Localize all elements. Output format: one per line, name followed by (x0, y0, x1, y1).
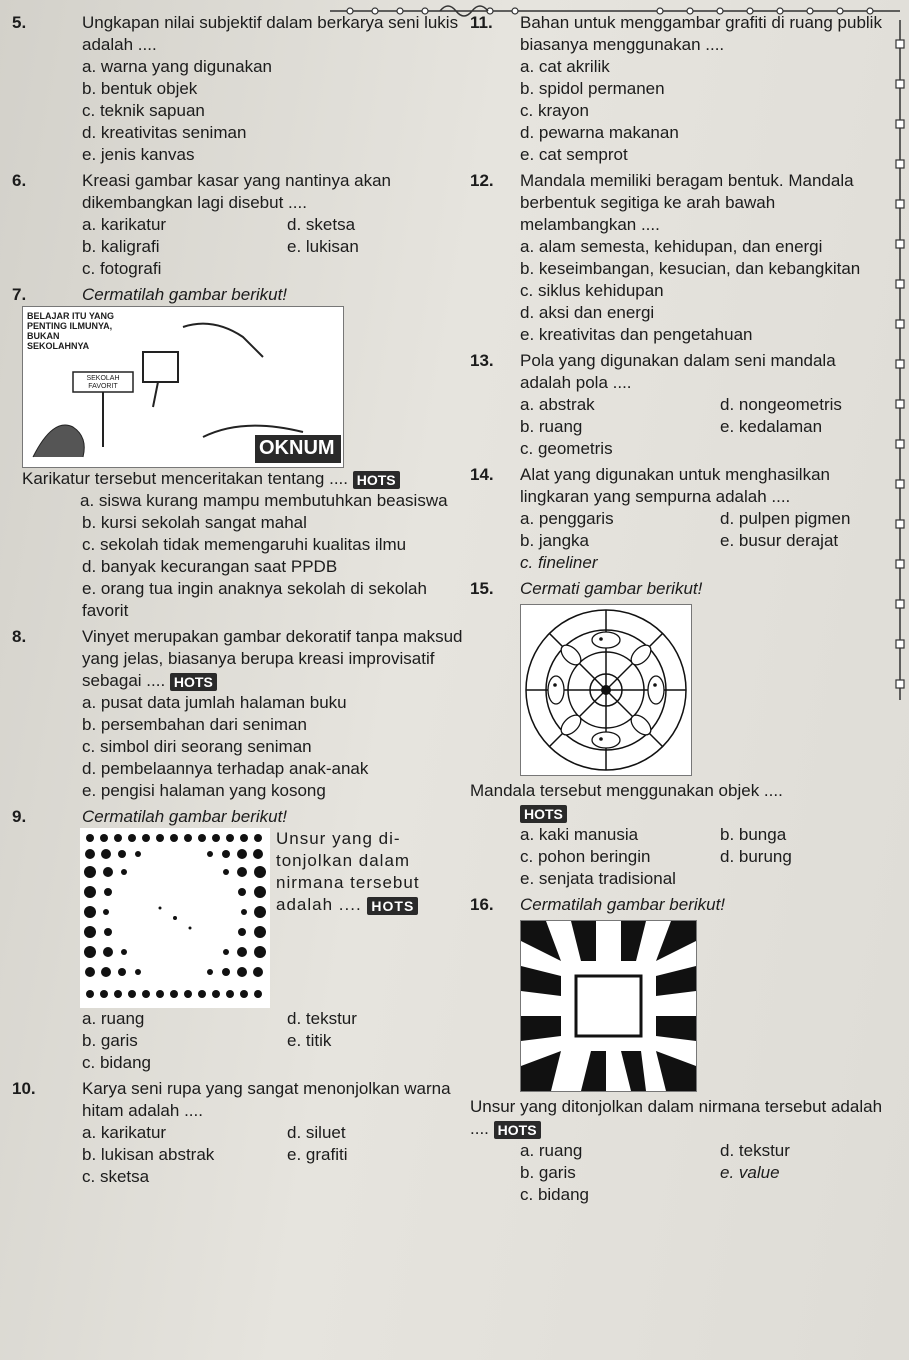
cartoon-oknum-label: OKNUM (259, 437, 335, 459)
option-e[interactable]: e. kreativitas dan pengetahuan (520, 325, 753, 344)
question-12 (470, 170, 890, 346)
hots-badge: HOTS (170, 673, 217, 691)
option-a[interactable]: a. karikatur (82, 1123, 167, 1142)
option-e[interactable]: e. cat semprot (520, 145, 628, 164)
hots-badge: HOTS (353, 471, 400, 489)
option-a[interactable]: a. ruang (520, 1141, 583, 1160)
hots-badge: HOTS (494, 1121, 541, 1139)
question-number: 5. (12, 13, 27, 32)
question-8 (12, 626, 467, 802)
question-6 (12, 170, 467, 280)
option-d[interactable]: d. pulpen pigmen (720, 509, 851, 528)
question-followup: Karikatur tersebut menceritakan tentang .... HOTS (22, 468, 467, 490)
option-c[interactable]: c. teknik sapuan (82, 101, 205, 120)
option-d[interactable]: d. aksi dan energi (520, 303, 655, 322)
question-number: 7. (12, 285, 27, 304)
option-a[interactable]: a. alam semesta, kehidupan, dan energi (520, 237, 823, 256)
question-number: 13. (470, 351, 494, 370)
option-d[interactable]: d. pewarna makanan (520, 123, 679, 142)
question-9 (12, 806, 467, 1074)
question-stem: Bahan untuk menggambar grafiti di ruang publik biasanya menggunakan .... (520, 13, 882, 54)
mandala-image (520, 604, 692, 776)
question-11 (470, 12, 890, 166)
question-13 (470, 350, 890, 460)
question-number: 10. (12, 1079, 36, 1098)
question-followup: Mandala tersebut menggunakan objek .... HOTS (470, 781, 783, 822)
option-c[interactable]: c. simbol diri seorang seniman (82, 737, 312, 756)
option-a[interactable]: a. abstrak (520, 395, 595, 414)
option-c[interactable]: c. fotografi (82, 259, 162, 278)
option-c[interactable]: c. bidang (82, 1053, 151, 1072)
option-a[interactable]: a. warna yang digunakan (82, 57, 272, 76)
question-number: 15. (470, 579, 494, 598)
option-b[interactable]: b. garis (520, 1163, 576, 1182)
option-b[interactable]: b. bunga (720, 825, 787, 844)
option-e[interactable]: e. senjata tradisional (520, 869, 676, 888)
question-stem: Pola yang digunakan dalam seni mandala adalah pola .... (520, 351, 836, 392)
option-b[interactable]: b. kursi sekolah sangat mahal (82, 513, 307, 532)
cartoon-post-sign: SEKOLAH FAVORIT (86, 375, 120, 390)
option-e[interactable]: e. titik (287, 1031, 332, 1050)
question-15 (470, 578, 890, 890)
option-d[interactable]: d. burung (720, 847, 792, 866)
option-c[interactable]: c. fineliner (520, 553, 598, 572)
option-b[interactable]: b. kaligrafi (82, 237, 160, 256)
option-b[interactable]: b. persembahan dari seniman (82, 715, 307, 734)
question-followup: Unsur yang ditonjolkan dalam nirmana tersebut adalah .... HOTS (470, 1097, 883, 1138)
right-border-decoration (893, 20, 907, 700)
question-7 (12, 284, 467, 622)
question-number: 16. (470, 895, 494, 914)
dot-nirmana-image (80, 828, 270, 1008)
option-c[interactable]: c. siklus kehidupan (520, 281, 664, 300)
hots-badge: HOTS (520, 805, 567, 823)
option-c[interactable]: c. pohon beringin (520, 847, 651, 866)
question-5 (12, 12, 467, 166)
option-a[interactable]: a. penggaris (520, 509, 614, 528)
question-stem: Kreasi gambar kasar yang nantinya akan dikembangkan lagi disebut .... (82, 171, 392, 212)
question-number: 8. (12, 627, 27, 646)
question-stem: Alat yang digunakan untuk menghasilkan lingkaran yang sempurna adalah .... (520, 465, 830, 506)
option-a[interactable]: a. cat akrilik (520, 57, 610, 76)
checker-tunnel-drawing (521, 921, 696, 1091)
option-a[interactable]: a. siswa kurang mampu membutuhkan beasiswa (80, 491, 448, 510)
question-stem: Cermatilah gambar berikut! (82, 285, 288, 304)
option-c[interactable]: c. sketsa (82, 1167, 150, 1186)
question-stem: Karya seni rupa yang sangat menonjolkan warna hitam adalah .... (82, 1079, 451, 1120)
mandala-fish-drawing (521, 605, 691, 775)
tunnel-nirmana-image (520, 920, 697, 1092)
question-number: 9. (12, 807, 27, 826)
question-number: 11. (470, 13, 493, 32)
right-column (470, 13, 890, 1206)
option-e[interactable]: e. grafiti (287, 1145, 348, 1164)
question-stem: Cermatilah gambar berikut! (82, 807, 288, 826)
option-d[interactable]: d. sketsa (287, 215, 356, 234)
option-e[interactable]: e. value (720, 1163, 780, 1182)
option-a[interactable]: a. pusat data jumlah halaman buku (82, 693, 347, 712)
question-stem: Cermati gambar berikut! (520, 579, 703, 598)
option-c[interactable]: c. sekolah tidak memengaruhi kualitas ilmu (82, 535, 407, 554)
option-d[interactable]: d. kreativitas seniman (82, 123, 247, 142)
option-b[interactable]: b. bentuk objek (82, 79, 198, 98)
option-a[interactable]: a. kaki manusia (520, 825, 639, 844)
question-stem: Ungkapan nilai subjektif dalam berkarya seni lukis adalah .... (82, 13, 459, 54)
option-e[interactable]: e. kedalaman (720, 417, 823, 436)
hots-badge: HOTS (367, 897, 418, 915)
option-d[interactable]: d. pembelaannya terhadap anak-anak (82, 759, 369, 778)
option-e[interactable]: e. busur derajat (720, 531, 839, 550)
question-stem: Mandala memiliki beragam bentuk. Mandala berbentuk segitiga ke arah bawah melambangkan .... (520, 171, 854, 234)
option-b[interactable]: b. lukisan abstrak (82, 1145, 215, 1164)
option-e[interactable]: e. jenis kanvas (82, 145, 195, 164)
option-d[interactable]: d. banyak kecurangan saat PPDB (82, 557, 338, 576)
question-stem: Cermatilah gambar berikut! (520, 895, 726, 914)
question-number: 6. (12, 171, 27, 190)
cartoon-sign-text: BELAJAR ITU YANG PENTING ILMUNYA, BUKAN SEKOLAHNYA (27, 311, 115, 351)
cartoon-image (22, 306, 344, 468)
option-e[interactable]: e. lukisan (287, 237, 359, 256)
option-d[interactable]: d. nongeometris (720, 395, 842, 414)
question-number: 12. (470, 171, 494, 190)
halftone-dots-drawing (80, 828, 270, 1008)
question-stem: Vinyet merupakan gambar dekoratif tanpa maksud yang jelas, biasanya berupa kreasi improvisatif sebagai .... HOTS (82, 627, 463, 690)
option-b[interactable]: b. spidol permanen (520, 79, 665, 98)
option-a[interactable]: a. ruang (82, 1009, 145, 1028)
option-b[interactable]: b. ruang (520, 417, 583, 436)
option-d[interactable]: d. tekstur (720, 1141, 790, 1160)
question-side-text: Unsur yang di-tonjolkan dalam nirmana tersebut adalah .... HOTS (276, 829, 420, 914)
question-16 (470, 894, 890, 1206)
option-b[interactable]: b. garis (82, 1031, 138, 1050)
option-c[interactable]: c. krayon (520, 101, 589, 120)
option-a[interactable]: a. karikatur (82, 215, 167, 234)
option-e[interactable]: e. orang tua ingin anaknya sekolah di sekolah favorit (82, 579, 427, 620)
option-b[interactable]: b. jangka (520, 531, 589, 550)
option-e[interactable]: e. pengisi halaman yang kosong (82, 781, 326, 800)
option-d[interactable]: d. siluet (287, 1123, 346, 1142)
question-10 (12, 1078, 467, 1188)
left-column (12, 12, 467, 1188)
option-d[interactable]: d. tekstur (287, 1009, 357, 1028)
question-14 (470, 464, 890, 574)
option-b[interactable]: b. keseimbangan, kesucian, dan kebangkitan (520, 259, 861, 278)
option-c[interactable]: c. bidang (520, 1185, 589, 1204)
option-c[interactable]: c. geometris (520, 439, 613, 458)
question-number: 14. (470, 465, 494, 484)
